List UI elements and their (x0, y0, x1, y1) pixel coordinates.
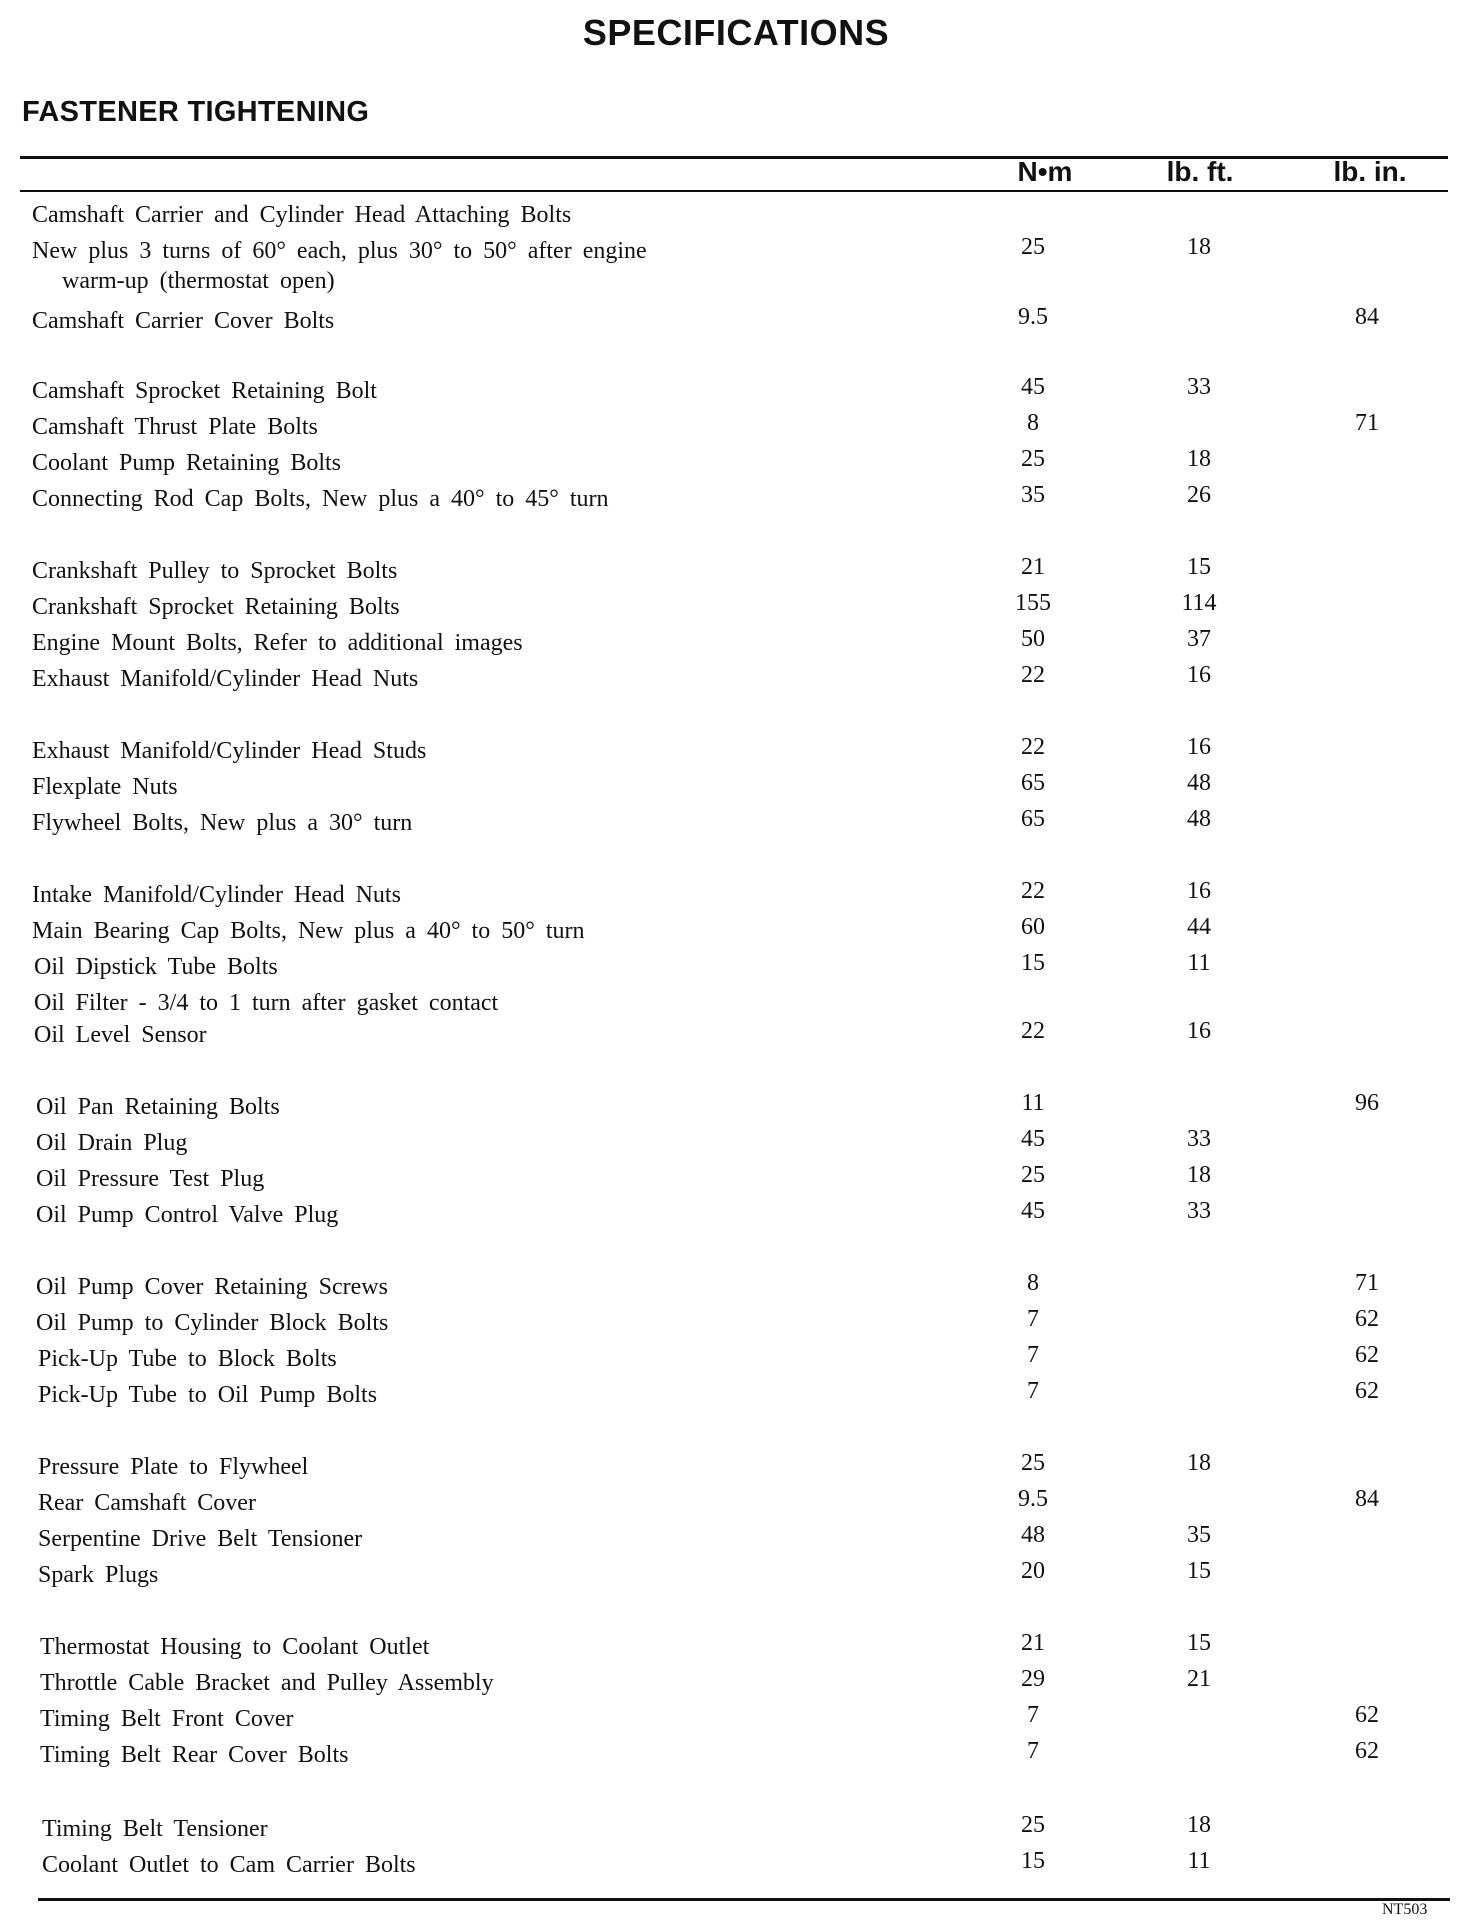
table-cell-lbin: 71 (1355, 1270, 1379, 1296)
table-row-label (36, 1092, 280, 1122)
table-row-label (32, 376, 377, 406)
row-label-line: Camshaft Carrier Cover Bolts (32, 308, 335, 334)
table-cell-nm: 65 (1021, 806, 1045, 832)
table-row-label (32, 592, 400, 622)
table-row-label (32, 664, 418, 694)
row-label-line: Engine Mount Bolts, Refer to additional images (32, 630, 523, 656)
table-cell-lbft: 16 (1187, 878, 1211, 904)
table-cell-nm: 7 (1027, 1738, 1039, 1764)
table-cell-lbft: 33 (1187, 374, 1211, 400)
table-cell-lbin: 62 (1355, 1702, 1379, 1728)
row-label-line: Camshaft Sprocket Retaining Bolt (32, 378, 377, 404)
column-header-nm: N•m (1017, 156, 1073, 187)
row-label-line: Oil Pressure Test Plug (36, 1166, 265, 1192)
table-cell-nm: 45 (1021, 1198, 1045, 1224)
table-cell-lbft: 48 (1187, 806, 1211, 832)
table-cell-lbft: 11 (1187, 950, 1211, 976)
table-cell-nm: 20 (1021, 1558, 1045, 1584)
row-label-line: Connecting Rod Cap Bolts, New plus a 40° to 45° turn (32, 486, 609, 512)
table-cell-lbft: 18 (1187, 1450, 1211, 1476)
table-cell-nm: 15 (1021, 1848, 1045, 1874)
table-row-label (42, 1850, 416, 1880)
table-row-label (34, 988, 498, 1018)
table-row-label (36, 1128, 187, 1158)
table-cell-lbft: 16 (1187, 734, 1211, 760)
table-cell-nm: 25 (1021, 234, 1045, 260)
table-cell-nm: 11 (1021, 1090, 1045, 1116)
table-cell-nm: 9.5 (1018, 304, 1048, 330)
table-cell-lbft: 44 (1187, 914, 1211, 940)
table-row-label (32, 880, 401, 910)
table-cell-lbft: 15 (1187, 1558, 1211, 1584)
row-label-line: Spark Plugs (38, 1562, 159, 1588)
table-cell-lbft: 21 (1187, 1666, 1211, 1692)
table-row-label (32, 808, 412, 838)
table-row-label (32, 448, 341, 478)
table-cell-nm: 7 (1027, 1702, 1039, 1728)
table-row-label (36, 1272, 388, 1302)
table-cell-lbin: 84 (1355, 304, 1379, 330)
table-row-label (40, 1668, 494, 1698)
table-row-label (36, 1308, 388, 1338)
table-cell-nm: 22 (1021, 878, 1045, 904)
table-row-label (32, 200, 571, 230)
table-cell-lbft: 16 (1187, 1018, 1211, 1044)
table-cell-lbin: 62 (1355, 1342, 1379, 1368)
table-cell-nm: 7 (1027, 1378, 1039, 1404)
table-bottom-rule (38, 1898, 1450, 1901)
row-label-line: Intake Manifold/Cylinder Head Nuts (32, 882, 401, 908)
table-row-label (42, 1814, 268, 1844)
row-label-line: Oil Filter - 3/4 to 1 turn after gasket contact (34, 990, 499, 1016)
table-cell-lbft: 18 (1187, 1812, 1211, 1838)
table-cell-lbft: 37 (1187, 626, 1211, 652)
table-row-label (36, 1164, 264, 1194)
row-label-line: Thermostat Housing to Coolant Outlet (40, 1634, 430, 1660)
row-label-line: Flexplate Nuts (32, 774, 178, 800)
table-cell-nm: 155 (1015, 590, 1051, 616)
row-label-line: Pick-Up Tube to Block Bolts (38, 1346, 337, 1372)
table-row-label (38, 1524, 362, 1554)
row-label-line: Oil Pan Retaining Bolts (36, 1094, 280, 1120)
table-cell-nm: 8 (1027, 1270, 1039, 1296)
table-cell-lbft: 16 (1187, 662, 1211, 688)
table-cell-nm: 21 (1021, 1630, 1045, 1656)
table-row-label (32, 736, 426, 766)
column-header-lb-ft: lb. ft. (1166, 156, 1234, 187)
table-row-label (34, 1020, 207, 1050)
table-cell-nm: 50 (1021, 626, 1045, 652)
table-cell-nm: 25 (1021, 1162, 1045, 1188)
row-label-line: Oil Level Sensor (34, 1022, 207, 1048)
table-cell-lbin: 62 (1355, 1306, 1379, 1332)
table-cell-lbft: 35 (1187, 1522, 1211, 1548)
row-label-line: Oil Drain Plug (36, 1130, 188, 1156)
row-label-line: Coolant Outlet to Cam Carrier Bolts (42, 1852, 416, 1878)
table-cell-lbft: 15 (1187, 1630, 1211, 1656)
table-cell-lbft: 48 (1187, 770, 1211, 796)
table-row-label (40, 1632, 429, 1662)
table-row-label (38, 1488, 256, 1518)
table-cell-nm: 7 (1027, 1306, 1039, 1332)
table-cell-lbft: 18 (1187, 234, 1211, 260)
row-label-line: Pressure Plate to Flywheel (38, 1454, 309, 1480)
table-row-label (32, 484, 609, 514)
table-row-label (36, 1200, 338, 1230)
table-cell-nm: 48 (1021, 1522, 1045, 1548)
table-cell-lbft: 18 (1187, 446, 1211, 472)
row-label-line: Exhaust Manifold/Cylinder Head Studs (32, 738, 427, 764)
table-row-label (32, 628, 523, 658)
table-cell-nm: 60 (1021, 914, 1045, 940)
row-label-continuation: warm-up (thermostat open) (62, 268, 335, 294)
row-label-line: Throttle Cable Bracket and Pulley Assembly (40, 1670, 494, 1696)
table-cell-nm: 25 (1021, 1812, 1045, 1838)
table-cell-lbft: 33 (1187, 1126, 1211, 1152)
table-cell-nm: 22 (1021, 662, 1045, 688)
table-row-label (32, 556, 397, 586)
table-cell-nm: 65 (1021, 770, 1045, 796)
table-row-label (32, 916, 584, 946)
table-cell-nm: 25 (1021, 1450, 1045, 1476)
table-cell-nm: 45 (1021, 374, 1045, 400)
row-label-line: Crankshaft Pulley to Sprocket Bolts (32, 558, 398, 584)
table-cell-nm: 21 (1021, 554, 1045, 580)
row-label-line: Oil Dipstick Tube Bolts (34, 954, 278, 980)
row-label-line: Exhaust Manifold/Cylinder Head Nuts (32, 666, 419, 692)
table-cell-lbin: 96 (1355, 1090, 1379, 1116)
table-cell-lbin: 71 (1355, 410, 1379, 436)
row-label-line: Crankshaft Sprocket Retaining Bolts (32, 594, 400, 620)
table-cell-lbin: 62 (1355, 1738, 1379, 1764)
row-label-line: New plus 3 turns of 60° each, plus 30° to 50° after engine (32, 238, 647, 264)
row-label-line: Main Bearing Cap Bolts, New plus a 40° to 50° turn (32, 918, 585, 944)
table-cell-nm: 7 (1027, 1342, 1039, 1368)
table-cell-nm: 25 (1021, 446, 1045, 472)
row-label-line: Timing Belt Tensioner (42, 1816, 268, 1842)
row-label-line: Oil Pump Cover Retaining Screws (36, 1274, 388, 1300)
table-cell-lbft: 114 (1181, 590, 1217, 616)
section-title: FASTENER TIGHTENING (22, 96, 370, 128)
table-cell-nm: 29 (1021, 1666, 1045, 1692)
table-row-label (32, 772, 178, 802)
table-row-label (38, 1380, 377, 1410)
table-row-label (40, 1740, 348, 1770)
table-cell-nm: 8 (1027, 410, 1039, 436)
table-cell-nm: 15 (1021, 950, 1045, 976)
row-label-line: Oil Pump to Cylinder Block Bolts (36, 1310, 389, 1336)
table-cell-nm: 22 (1021, 734, 1045, 760)
table-cell-lbft: 33 (1187, 1198, 1211, 1224)
table-row-label (32, 236, 647, 296)
table-cell-nm: 9.5 (1018, 1486, 1048, 1512)
row-label-line: Flywheel Bolts, New plus a 30° turn (32, 810, 413, 836)
row-label-line: Camshaft Carrier and Cylinder Head Attaching Bolts (32, 202, 572, 228)
table-row-label (38, 1452, 308, 1482)
footer-code: NT503 (1382, 1901, 1428, 1918)
table-cell-nm: 22 (1021, 1018, 1045, 1044)
row-label-line: Camshaft Thrust Plate Bolts (32, 414, 318, 440)
table-cell-lbft: 26 (1187, 482, 1211, 508)
table-cell-lbft: 15 (1187, 554, 1211, 580)
table-row-label (38, 1560, 158, 1590)
table-row-label (32, 306, 334, 336)
table-row-label (38, 1344, 337, 1374)
row-label-line: Pick-Up Tube to Oil Pump Bolts (38, 1382, 378, 1408)
row-label-line: Timing Belt Front Cover (40, 1706, 294, 1732)
table-cell-nm: 35 (1021, 482, 1045, 508)
table-cell-lbin: 84 (1355, 1486, 1379, 1512)
table-cell-nm: 45 (1021, 1126, 1045, 1152)
table-row-label (32, 412, 318, 442)
row-label-line: Oil Pump Control Valve Plug (36, 1202, 339, 1228)
table-cell-lbin: 62 (1355, 1378, 1379, 1404)
column-header-lb-in: lb. in. (1333, 156, 1407, 187)
table-cell-lbft: 11 (1187, 1848, 1211, 1874)
table-row-label (40, 1704, 293, 1734)
page-title: SPECIFICATIONS (582, 12, 890, 53)
table-row-label (34, 952, 278, 982)
row-label-line: Serpentine Drive Belt Tensioner (38, 1526, 363, 1552)
table-cell-lbft: 18 (1187, 1162, 1211, 1188)
row-label-line: Timing Belt Rear Cover Bolts (40, 1742, 349, 1768)
row-label-line: Coolant Pump Retaining Bolts (32, 450, 342, 476)
row-label-line: Rear Camshaft Cover (38, 1490, 256, 1516)
